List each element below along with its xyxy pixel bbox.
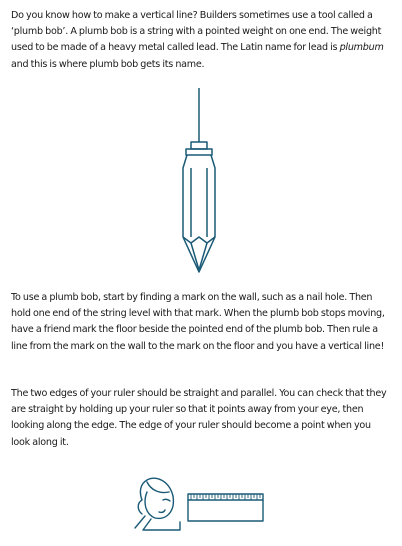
child-sighting-ruler-illustration: [125, 470, 275, 540]
ruler-paragraph: The two edges of your ruler should be straight and parallel. You can check that they are straight by holding up your ruler so that it points away from your eye, then looking along the edge. The edge of your ruler should become a point when you look along it.: [11, 388, 387, 448]
intro-text-end: and this is where plumb bob gets its name.: [11, 58, 205, 70]
intro-text-start: Do you know how to make a vertical line? Builders sometimes use a tool called a ‘plumb bob’. A plumb bob is a string with a pointed weight on one end. The weight used to be made of a heavy metal called lead. The Latin name for lead is: [11, 10, 382, 54]
latin-word: plumbum: [339, 42, 384, 54]
plumb-bob-illustration: [170, 88, 230, 288]
usage-paragraph: To use a plumb bob, start by finding a mark on the wall, such as a nail hole. Then hold one end of the string level with that mark. When the plumb bob stops moving, have a friend mark the floor beside the pointed end of the plumb bob. Then rule a line from the mark on the wall to the mark on the floor and you have a vertical line!: [11, 292, 385, 352]
intro-paragraph: [11, 8, 391, 73]
